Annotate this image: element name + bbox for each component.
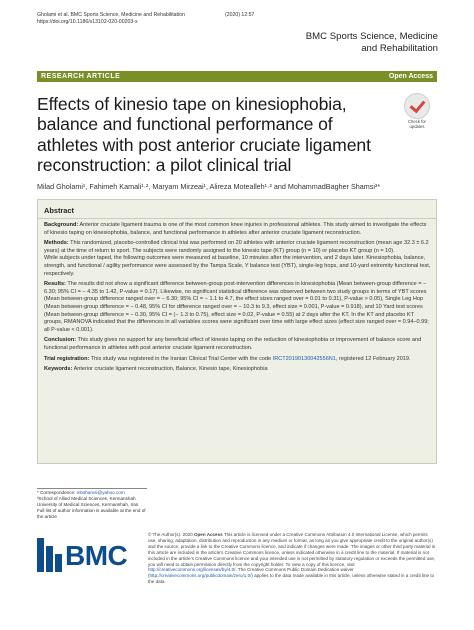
author-info-note: Full list of author information is available at the end of the article — [37, 508, 146, 519]
abstract-methods — [44, 240, 432, 255]
trial-end-text: , registered 12 February 2019. — [335, 355, 411, 362]
footnote — [37, 490, 147, 520]
trial-text: This study was registered in the Iranian Clinical Trial Center with the code — [89, 355, 273, 362]
correspondence-label: * Correspondence: — [37, 490, 77, 495]
abstract-background — [44, 222, 432, 237]
keywords-label: Keywords: — [44, 366, 73, 373]
license-link-1[interactable]: http://creativecommons.org/licenses/by/4.0/ — [148, 567, 236, 573]
license-part-1: © The Author(s). 2020 — [148, 532, 194, 537]
abstract-divider — [38, 218, 436, 219]
license-open-access: Open Access — [193, 532, 223, 537]
header-citation: Gholami et al. BMC Sports Science, Medicine and Rehabilitation — [37, 12, 185, 18]
abstract-keywords — [44, 366, 432, 374]
logo-bar-2 — [46, 546, 53, 572]
license-part-2: This article is licensed under a Creative Commons Attribution 4.0 International License, which permits use, sharing, adaptation, distribution and reproduction in any medium or format, as long as you give appropriate credit to the original author(s) and the source, provide a link to the Creative Commons licence, and indicate if changes were made. The images or other third party material in this article are included in the article's Creative Commons licence, unless indicated otherwise in a credit line to the material. If material is not included in the article's Creative Commons licence and your intended use is not permitted by statutory regulation or exceeds the permitted use, you will need to obtain permission directly from the copyright holder. To view a copy of this licence, visit — [148, 532, 436, 567]
background-text: Anterior cruciate ligament trauma is one of the most common knee injuries in professional athletes. This study aimed to investigate the effects of kinesio taping on kinesiophobia, balance, and functional performance in athletes after anterior cruciate ligament reconstruction. — [44, 222, 427, 236]
abstract-body — [44, 222, 432, 377]
license-part-4: ) applies to the data made available in this article, unless otherwise stated in a credit line to the data. — [148, 573, 435, 585]
abstract-box — [37, 199, 437, 464]
article-type-band — [37, 71, 437, 82]
conclusion-label: Conclusion: — [44, 337, 77, 344]
journal-name: BMC Sports Science, Medicine and Rehabilitation — [305, 31, 438, 54]
logo-bar-3 — [55, 554, 62, 572]
article-title: Effects of kinesio tape on kinesiophobia, balance and functional performance of athletes with post anterior cruciate ligament reconstruction: a pilot clinical trial — [37, 94, 371, 176]
check-updates-icon — [404, 93, 430, 119]
header-volume: (2020) 12:57 — [225, 12, 255, 18]
keywords-text: Anterior cruciate ligament reconstruction, Balance, Kinesio tape, Kinesiophobia — [72, 366, 268, 373]
author-list: Milad Gholami¹, Fahimeh Kamali¹·², Maryam Mirzeai¹, Alireza Motealleh¹·² and MohammadBagher Shamsi³* — [37, 182, 381, 191]
abstract-methods-2: While subjects under taped, the following outcomes were measured at baseline, 10 minutes after the intervention, and 2 days later. Kinesiophobia, balance, strength, and functional / agility performance were assessed by the Tampa Scale, Y balance test (YBT), single-leg hops, and 10-yard extremity functional test, respectively. — [44, 255, 431, 277]
results-text: The results did not show a significant difference between-group post-intervention differences in kinesiophobia (Mean between-group difference = − 6.30; 95% CI = − 4.35 to 1.42, P-value = 0.17). Likewise, no significant statistical difference was observed between two study groups in terms of YBT scores (Mean between-group difference ranged over = − 6.30; 95% CI = − 1.1 to 4.7, the effect sizes ranged over = 0.01 to 0.31), P-value > 0.05), Single Leg Hop (Mean between-group difference = − 0.48, 95% CI for difference ranged over = − 10.3 to 9.3, effect size = 0.001, P-value = 0.918), and 10 Yard test scores (Mean between-group difference = − 0.30, 95% CI = (− 1.3 to 0.75), effect size = 0.02, P-value = 0.55) at 2 days after the KT. In the KT and placebo KT groups, RMANOVA indicated that the differences in all variables scores were significant over time with large effect sizes (effect size ranged over = 0.94–0.99; all P-value < 0.001). — [44, 281, 429, 333]
background-label: Background: — [44, 222, 79, 228]
check-for-updates-badge[interactable] — [403, 93, 431, 129]
running-header — [37, 12, 185, 26]
license-part-3: . The Creative Commons Public Domain Dedication waiver ( — [148, 567, 354, 579]
trial-code-link[interactable]: IRCT20190130042556N1 — [272, 355, 336, 362]
open-access-label: Open Access — [388, 72, 433, 80]
methods-label: Methods: — [44, 240, 69, 247]
methods-text: This randomized, placebo-controlled clinical trial was performed on 20 athletes with anterior cruciate ligament reconstruction (mean age 32.3 ± 6.2 years) at the time of return to sport. The subjects were randomly assigned to the kinesio tape (KT) group (n = 10) or placebo KT group (n = 10). — [44, 240, 429, 254]
logo-text: BMC — [65, 540, 128, 571]
badge-text: Check for updates — [408, 119, 426, 129]
abstract-conclusion — [44, 337, 432, 352]
abstract-results — [44, 281, 432, 334]
conclusion-text: This study gives no support for any beneficial effect of kinesio taping on the reduction of kinesiophobia or improvement of balance score and functional performance in athletes with post anterior cruciate ligament reconstruction. — [44, 337, 422, 351]
affiliation: ³School of Allied Medical Sciences, Kermanshah University of Medical Sciences, Kermanshah, Iran — [37, 496, 139, 507]
trial-label: Trial registration: — [44, 355, 90, 362]
correspondence-email[interactable]: mbshamsi@yahoo.com — [76, 490, 125, 495]
abstract-heading: Abstract — [44, 206, 74, 215]
logo-bar-1 — [37, 538, 44, 572]
header-doi[interactable]: https://doi.org/10.1186/s13102-020-00203-x — [37, 19, 138, 25]
license-text — [148, 532, 437, 585]
results-label: Results: — [44, 281, 66, 288]
footnote-divider — [37, 488, 147, 489]
abstract-trial — [44, 356, 432, 364]
bmc-logo — [37, 532, 137, 582]
article-type-label: RESEARCH ARTICLE — [41, 72, 121, 80]
license-link-2[interactable]: http://creativecommons.org/publicdomain/zero/1.0/ — [149, 573, 252, 579]
